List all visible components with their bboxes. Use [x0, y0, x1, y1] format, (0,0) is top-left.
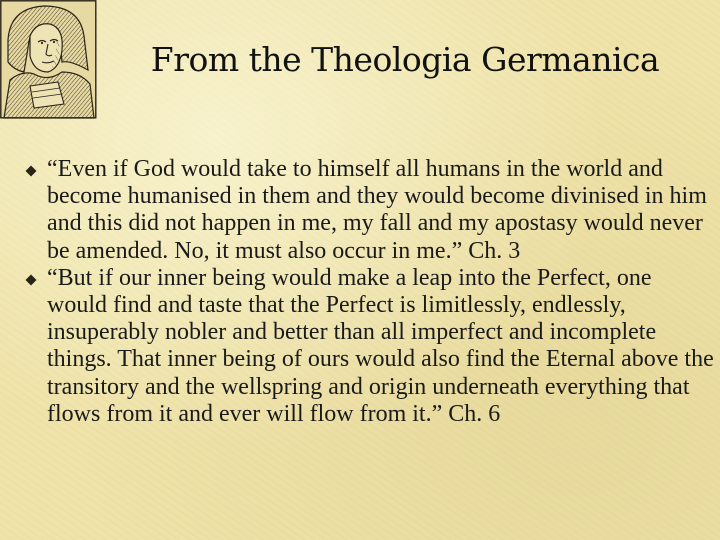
bullet-list [22, 156, 716, 428]
bullet-text: “But if our inner being would make a leap into the Perfect, one would find and taste that the Perfect is limitlessly, endlessly, insuperably nobler and better than all imperfect and incomplete things. That inner being of ours would also find the Eternal above the transitory and the wellspring and origin underneath everything that flows from it and ever will flow from it.” Ch. 6 [47, 264, 714, 427]
bullet-text: “Even if God would take to himself all humans in the world and become humanised in them and they would become divinised in him and this did not happen in me, my fall and my apostasy would never be amended. No, it must also occur in me.” Ch. 3 [47, 156, 707, 264]
diamond-bullet-icon [25, 274, 37, 286]
bullet-item [22, 265, 716, 428]
diamond-bullet-icon [25, 165, 37, 177]
slide-title: From the Theologia Germanica [150, 40, 660, 79]
woodcut-portrait-icon [0, 0, 98, 120]
bullet-item [22, 156, 716, 265]
